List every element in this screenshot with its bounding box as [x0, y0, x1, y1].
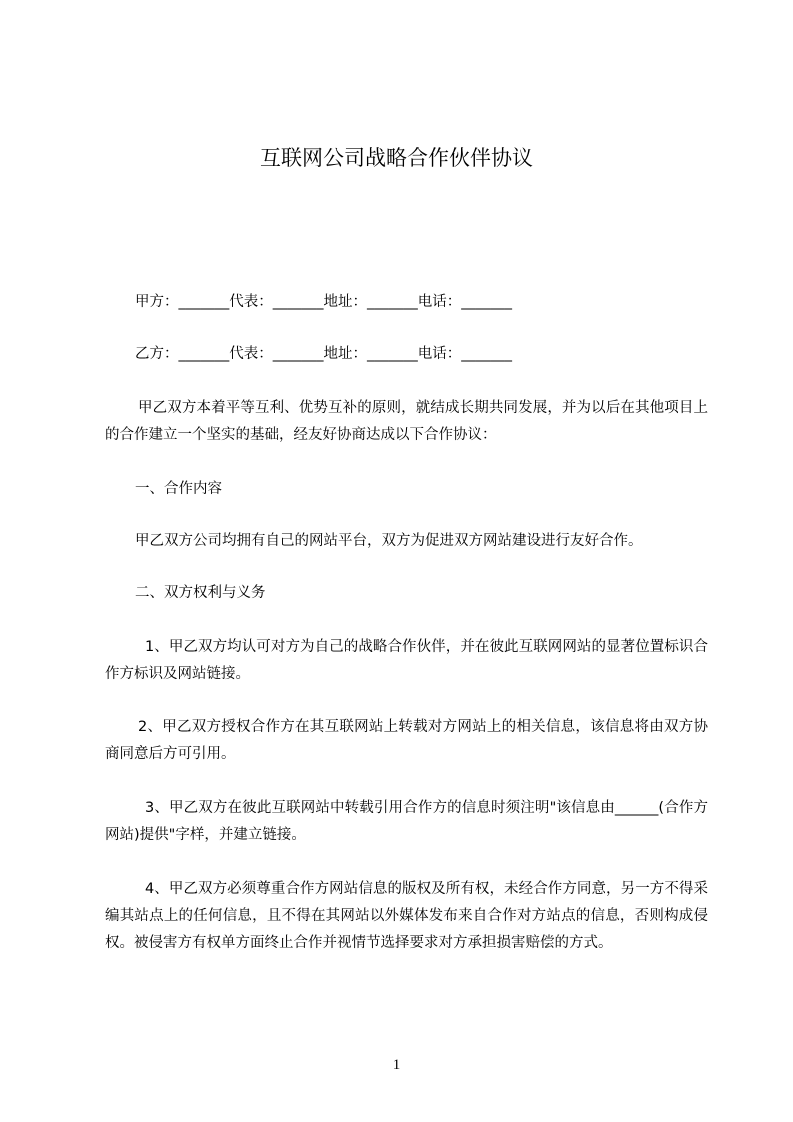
section-1-heading: 一、合作内容 — [135, 481, 222, 497]
document-title: 互联网公司战略合作伙伴协议 — [260, 146, 533, 170]
section-2-heading: 二、双方权利与义务 — [135, 585, 266, 601]
clause-2: 2、甲乙双方授权合作方在其互联网站上转载对方网站上的相关信息，该信息将由双方协商同意后方可引用。 — [105, 719, 708, 762]
clause-4: 4、甲乙双方必须尊重合作方网站信息的版权及所有权，未经合作方同意，另一方不得采编其站点上的任何信息，且不得在其网站以外媒体发布来自合作对方站点的信息，否则构成侵权。被侵害方有权单方面终止合作并视情节选择要求对方承担损害赔偿的方式。 — [105, 881, 708, 951]
clause-3: 3、甲乙双方在彼此互联网站中转载引用合作方的信息时须注明"该信息由______(合作方网站)提供"字样，并建立链接。 — [105, 800, 708, 843]
section-1-body: 甲乙双方公司均拥有自己的网站平台，双方为促进双方网站建设进行友好合作。 — [135, 533, 643, 549]
party-a-line: 甲方：_______代表：_______地址：_______电话：_______ — [135, 294, 512, 310]
party-b-line: 乙方：_______代表：_______地址：_______电话：_______ — [135, 346, 512, 362]
intro-paragraph: 甲乙双方本着平等互利、优势互补的原则，就结成长期共同发展，并为以后在其他项目上的合作建立一个坚实的基础，经友好协商达成以下合作协议： — [105, 400, 708, 443]
page-number: 1 — [392, 1057, 401, 1073]
clause-1: 1、甲乙双方均认可对方为自己的战略合作伙伴，并在彼此互联网网站的显著位置标识合作方标识及网站链接。 — [105, 639, 708, 682]
